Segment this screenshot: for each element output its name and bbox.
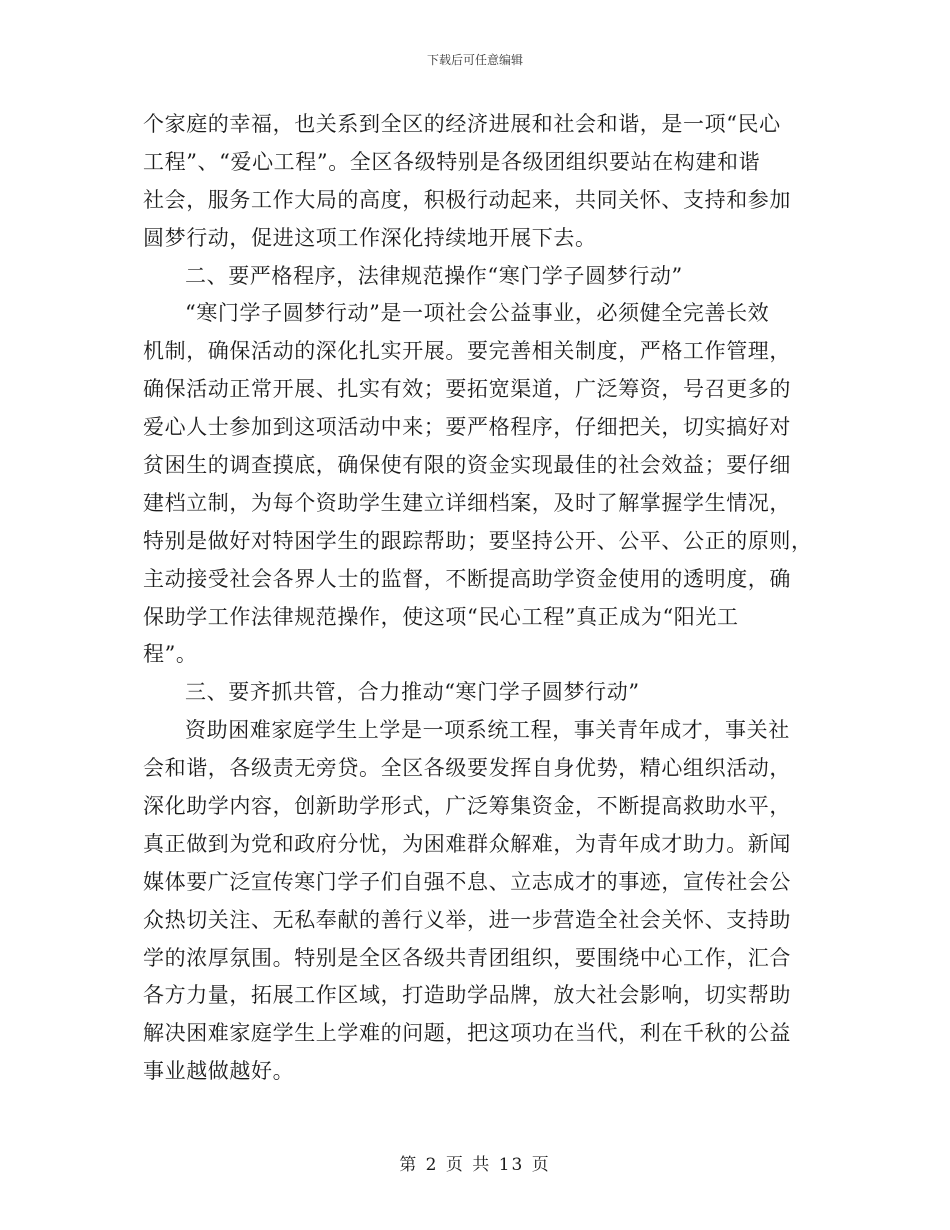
document-body bbox=[143, 106, 813, 1091]
section-heading-3: 三、要齐抓共管，合力推动“寒门学子圆梦行动” bbox=[185, 680, 640, 705]
page-header: 下载后可任意编辑 bbox=[426, 53, 523, 67]
text-line: 建档立制，为每个资助学生建立详细档案，及时了解掌握学生情况， bbox=[143, 490, 791, 515]
text-line: 主动接受社会各界人士的监督，不断提高助学资金使用的透明度，确 bbox=[143, 566, 791, 591]
text-line: 机制，确保活动的深化扎实开展。要完善相关制度，严格工作管理， bbox=[143, 339, 791, 364]
text-line: 资助困难家庭学生上学是一项系统工程，事关青年成才，事关社 bbox=[185, 718, 790, 743]
text-line: 深化助学内容，创新助学形式，广泛筹集资金，不断提高救助水平， bbox=[143, 794, 791, 819]
text-line: 社会，服务工作大局的高度，积极行动起来，共同关怀、支持和参加 bbox=[143, 187, 791, 212]
text-line: 确保活动正常开展、扎实有效；要拓宽渠道，广泛筹资，号召更多的 bbox=[143, 377, 791, 402]
text-line: 圆梦行动，促进这项工作深化持续地开展下去。 bbox=[143, 225, 597, 250]
section-heading-2: 二、要严格程序，法律规范操作“寒门学子圆梦行动” bbox=[185, 263, 683, 288]
text-line: 保助学工作法律规范操作，使这项“民心工程”真正成为“阳光工 bbox=[143, 604, 739, 629]
text-line: 会和谐，各级责无旁贷。全区各级要发挥自身优势，精心组织活动， bbox=[143, 756, 791, 781]
text-line: 爱心人士参加到这项活动中来；要严格程序，仔细把关，切实搞好对 bbox=[143, 415, 791, 440]
text-line: 工程”、“爱心工程”。全区各级特别是各级团组织要站在构建和谐 bbox=[143, 149, 761, 174]
text-line: 特别是做好对特困学生的跟踪帮助；要坚持公开、公平、公正的原则， bbox=[143, 528, 813, 553]
text-line: 程”。 bbox=[143, 642, 198, 667]
text-line: “寒门学子圆梦行动”是一项社会公益事业，必须健全完善长效 bbox=[185, 301, 770, 326]
text-line: 贫困生的调查摸底，确保使有限的资金实现最佳的社会效益；要仔细 bbox=[143, 453, 791, 478]
text-line: 真正做到为党和政府分忧，为困难群众解难，为青年成才助力。新闻 bbox=[143, 831, 791, 856]
text-line: 个家庭的幸福，也关系到全区的经济进展和社会和谐，是一项“民心 bbox=[143, 112, 781, 136]
text-line: 学的浓厚氛围。特别是全区各级共青团组织，要围绕中心工作，汇合 bbox=[143, 945, 791, 970]
text-line: 众热切关注、无私奉献的善行义举，进一步营造全社会关怀、支持助 bbox=[143, 907, 791, 932]
text-line: 媒体要广泛宣传寒门学子们自强不息、立志成才的事迹，宣传社会公 bbox=[143, 869, 791, 894]
page-number-footer: 第 2 页 共 13 页 bbox=[399, 1155, 551, 1175]
text-line: 各方力量，拓展工作区域，打造助学品牌，放大社会影响，切实帮助 bbox=[143, 983, 791, 1008]
text-line: 解决困难家庭学生上学难的问题，把这项功在当代，利在千秋的公益 bbox=[143, 1021, 791, 1046]
text-line: 事业越做越好。 bbox=[143, 1059, 295, 1084]
